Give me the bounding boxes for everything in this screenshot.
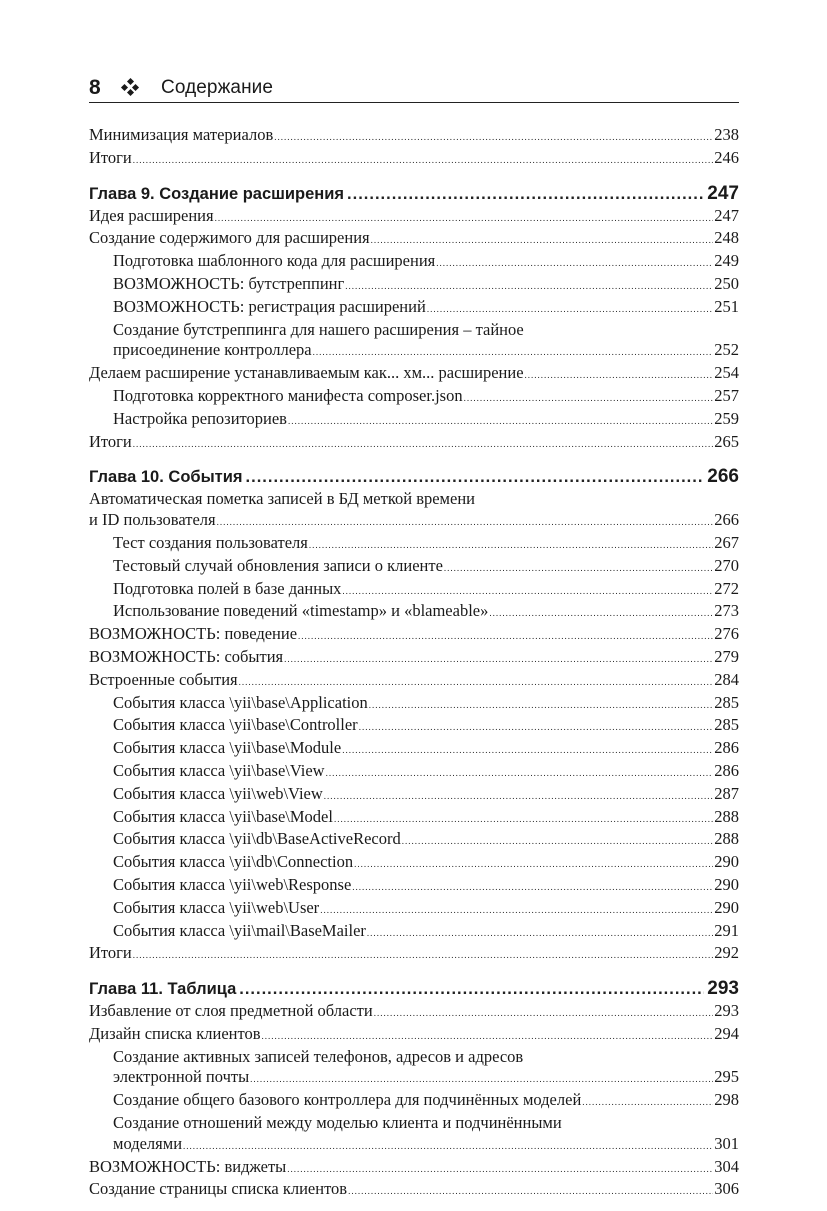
toc-entry[interactable]: [89, 409, 739, 432]
entry-title-line: Создание отношений между моделью клиента и подчинёнными: [113, 1113, 562, 1133]
entry-title: События класса \yii\base\Application: [113, 692, 368, 712]
toc-entry[interactable]: [89, 1179, 739, 1202]
dot-leader: [345, 276, 713, 297]
toc-chapter[interactable]: [89, 182, 739, 206]
dot-leader: [489, 603, 713, 624]
entry-title: События класса \yii\mail\BaseMailer: [113, 920, 366, 940]
toc-entry[interactable]: [89, 1001, 739, 1024]
entry-page: 292: [714, 943, 739, 963]
dot-leader: [298, 626, 713, 647]
dot-leader: [525, 365, 714, 386]
entry-title: Идея расширения: [89, 205, 214, 225]
toc-entry[interactable]: [89, 647, 739, 670]
toc-entry[interactable]: [89, 125, 739, 148]
entry-page: 246: [714, 147, 739, 167]
toc-entry[interactable]: [89, 829, 739, 852]
chapter-page: 266: [707, 466, 739, 488]
entry-page: 304: [714, 1156, 739, 1176]
running-header: [89, 74, 739, 103]
entry-page: 284: [714, 669, 739, 689]
entry-title: ВОЗМОЖНОСТЬ: регистрация расширений: [113, 296, 426, 316]
dot-leader: [436, 253, 713, 274]
toc-entry[interactable]: [89, 556, 739, 579]
toc-entry[interactable]: [89, 579, 739, 602]
entry-page: 294: [714, 1023, 739, 1043]
toc-entry[interactable]: [89, 1090, 739, 1113]
entry-page: 252: [714, 340, 739, 360]
toc-entry[interactable]: [89, 1113, 739, 1157]
entry-title: Тест создания пользователя: [113, 532, 308, 552]
diamond-ornament-icon: [122, 79, 138, 95]
entry-title-line: Автоматическая пометка записей в БД меткой времени: [89, 489, 475, 509]
dot-leader: [359, 717, 714, 738]
toc-entry[interactable]: [89, 852, 739, 875]
dot-leader: [374, 1003, 714, 1024]
entry-title: Использование поведений «timestamp» и «blameable»: [113, 601, 489, 621]
chapter-page: 247: [707, 182, 739, 204]
entry-title: События класса \yii\db\BaseActiveRecord: [113, 829, 401, 849]
toc-entry[interactable]: [89, 1047, 739, 1091]
entry-page: 249: [714, 251, 739, 271]
dot-leader: [334, 809, 713, 830]
chapter-page: 293: [707, 978, 739, 1000]
entry-title: и ID пользователя: [89, 510, 216, 530]
toc-entry[interactable]: [89, 670, 739, 693]
entry-title: Подготовка корректного манифеста composer.json: [113, 385, 463, 405]
toc-entry[interactable]: [89, 297, 739, 320]
dot-leader: [348, 1181, 713, 1202]
entry-title: ВОЗМОЖНОСТЬ: бутстреппинг: [113, 273, 345, 293]
dot-leader: [402, 831, 714, 852]
dot-leader: [217, 512, 714, 533]
entry-title: Создание общего базового контроллера для подчинённых моделей: [113, 1090, 582, 1110]
dot-leader: [133, 945, 713, 966]
entry-title: События класса \yii\web\Response: [113, 874, 352, 894]
toc-entry[interactable]: [89, 1024, 739, 1047]
entry-page: 291: [714, 920, 739, 940]
dot-leader: [309, 535, 713, 556]
toc-entry[interactable]: [89, 386, 739, 409]
dot-leader: [354, 854, 713, 875]
entry-title: Итоги: [89, 147, 132, 167]
toc-chapter[interactable]: [89, 465, 739, 489]
entry-title: Подготовка полей в базе данных: [113, 578, 342, 598]
dot-leader: [284, 649, 713, 670]
entry-page: 295: [714, 1067, 739, 1087]
toc-entry[interactable]: [89, 738, 739, 761]
dot-leader: [215, 208, 714, 229]
dot-leader: [342, 581, 713, 602]
toc-entry[interactable]: [89, 432, 739, 455]
entry-page: 266: [714, 510, 739, 530]
entry-title: присоединение контроллера: [113, 340, 312, 360]
entry-title: События класса \yii\base\View: [113, 760, 325, 780]
dot-leader: [262, 1026, 714, 1047]
entry-page: 301: [714, 1133, 739, 1153]
entry-title: События класса \yii\base\Module: [113, 738, 342, 758]
entry-page: 276: [714, 624, 739, 644]
entry-page: 272: [714, 578, 739, 598]
toc-entry[interactable]: [89, 274, 739, 297]
chapter-title: Глава 9. Создание расширения: [89, 184, 345, 203]
entry-page: 267: [714, 532, 739, 552]
toc-entry[interactable]: [89, 251, 739, 274]
dot-leader: [288, 411, 713, 432]
dot-leader: [352, 877, 713, 898]
toc-entry[interactable]: [89, 898, 739, 921]
entry-page: 288: [714, 806, 739, 826]
entry-title: Минимизация материалов: [89, 125, 274, 144]
entry-page: 251: [714, 296, 739, 316]
entry-page: 265: [714, 431, 739, 451]
entry-page: 248: [714, 228, 739, 248]
chapter-title: Глава 10. События: [89, 468, 243, 487]
dot-leader: [239, 672, 714, 693]
entry-page: 254: [714, 363, 739, 383]
entry-page: 247: [714, 205, 739, 225]
entry-page: 287: [714, 783, 739, 803]
toc-entry[interactable]: [89, 1157, 739, 1180]
entry-title: электронной почты: [113, 1067, 250, 1087]
page-number: 8: [89, 76, 101, 99]
entry-title: События класса \yii\base\Model: [113, 806, 333, 826]
toc-entry[interactable]: [89, 533, 739, 556]
entry-title: Настройка репозиториев: [113, 408, 287, 428]
entry-page: 285: [714, 692, 739, 712]
dot-leader: [320, 900, 713, 921]
toc-entry[interactable]: [89, 489, 739, 533]
dot-leader: [246, 466, 705, 489]
dot-leader: [183, 1136, 713, 1157]
entry-title: Создание содержимого для расширения: [89, 228, 370, 248]
entry-page: 259: [714, 408, 739, 428]
toc-entry[interactable]: [89, 206, 739, 229]
toc-chapter[interactable]: [89, 977, 739, 1001]
entry-title: События класса \yii\db\Connection: [113, 852, 354, 872]
entry-page: 257: [714, 385, 739, 405]
dot-leader: [369, 695, 713, 716]
entry-title: ВОЗМОЖНОСТЬ: виджеты: [89, 1156, 287, 1176]
entry-title: Избавление от слоя предметной области: [89, 1001, 373, 1021]
entry-page: 286: [714, 760, 739, 780]
dot-leader: [133, 434, 713, 455]
header-title: Содержание: [161, 77, 274, 98]
dot-leader: [427, 299, 713, 320]
entry-page: 238: [714, 125, 739, 144]
toc-entry[interactable]: [89, 807, 739, 830]
toc-entry[interactable]: [89, 624, 739, 647]
dot-leader: [582, 1092, 713, 1113]
entry-title: Тестовый случай обновления записи о клиенте: [113, 555, 443, 575]
dot-leader: [342, 740, 713, 761]
entry-title: ВОЗМОЖНОСТЬ: поведение: [89, 624, 298, 644]
dot-leader: [274, 127, 713, 148]
entry-page: 270: [714, 555, 739, 575]
chapter-title: Глава 11. Таблица: [89, 980, 237, 999]
dot-leader: [371, 230, 714, 251]
dot-leader: [326, 763, 714, 784]
entry-page: 290: [714, 852, 739, 872]
entry-title: События класса \yii\base\Controller: [113, 715, 358, 735]
entry-page: 273: [714, 601, 739, 621]
entry-page: 290: [714, 897, 739, 917]
toc-entry[interactable]: [89, 148, 739, 171]
entry-title: Делаем расширение устанавливаемым как... хм... расширение: [89, 363, 524, 383]
entry-page: 288: [714, 829, 739, 849]
entry-title-line: Создание бутстреппинга для нашего расширения – тайное: [113, 319, 524, 339]
entry-title: Дизайн списка клиентов: [89, 1023, 261, 1043]
entry-title: Итоги: [89, 431, 132, 451]
dot-leader: [239, 978, 704, 1001]
toc-entry[interactable]: [89, 784, 739, 807]
entry-title: моделями: [113, 1133, 183, 1153]
entry-page: 293: [714, 1001, 739, 1021]
entry-title: События класса \yii\web\View: [113, 783, 323, 803]
dot-leader: [444, 558, 713, 579]
entry-page: 306: [714, 1179, 739, 1199]
dot-leader: [347, 183, 704, 206]
dot-leader: [133, 150, 713, 171]
entry-page: 285: [714, 715, 739, 735]
entry-page: 298: [714, 1090, 739, 1110]
entry-title: Подготовка шаблонного кода для расширения: [113, 251, 436, 271]
entry-title: Итоги: [89, 943, 132, 963]
entry-title: Создание страницы списка клиентов: [89, 1179, 348, 1199]
entry-title: ВОЗМОЖНОСТЬ: события: [89, 646, 284, 666]
toc-entry[interactable]: [89, 228, 739, 251]
entry-page: 250: [714, 273, 739, 293]
entry-title-line: Создание активных записей телефонов, адресов и адресов: [113, 1046, 524, 1066]
toc-entry[interactable]: [89, 715, 739, 738]
entry-page: 279: [714, 646, 739, 666]
toc-entry[interactable]: [89, 320, 739, 364]
toc-entry[interactable]: [89, 921, 739, 944]
toc-entry[interactable]: [89, 363, 739, 386]
toc-entry[interactable]: [89, 943, 739, 966]
toc-entry[interactable]: [89, 693, 739, 716]
dot-leader: [287, 1159, 713, 1180]
dot-leader: [324, 786, 713, 807]
entry-title: Встроенные события: [89, 669, 238, 689]
toc-entry[interactable]: [89, 875, 739, 898]
dot-leader: [313, 342, 714, 363]
entry-title: События класса \yii\web\User: [113, 897, 320, 917]
toc-entry[interactable]: [89, 601, 739, 624]
dot-leader: [464, 388, 714, 409]
dot-leader: [367, 923, 713, 944]
toc-entry[interactable]: [89, 761, 739, 784]
entry-page: 286: [714, 738, 739, 758]
dot-leader: [250, 1069, 713, 1090]
entry-page: 290: [714, 874, 739, 894]
table-of-contents: [89, 125, 739, 1202]
